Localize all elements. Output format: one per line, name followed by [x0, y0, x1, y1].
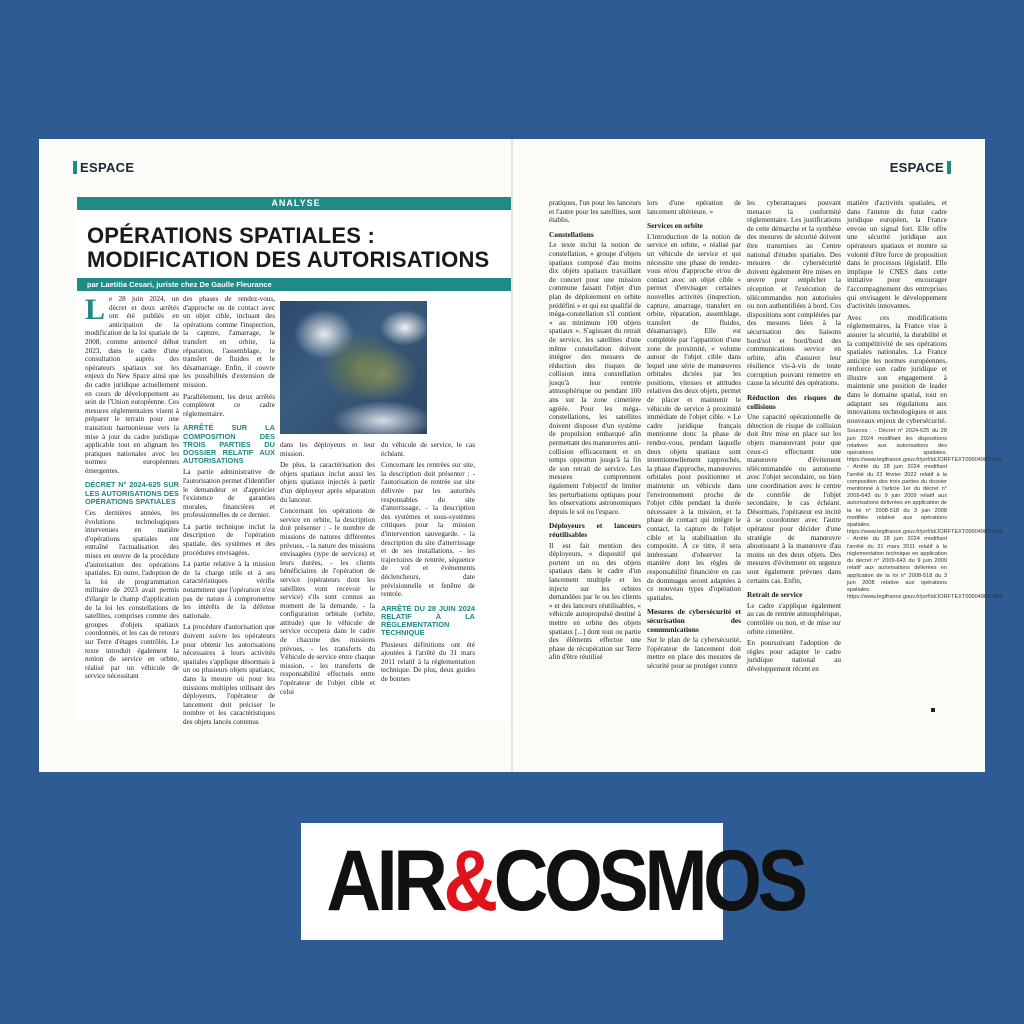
logo-ampersand: & — [443, 833, 494, 929]
subhead-deployeurs: Déployeurs et lanceurs réutilisables — [549, 521, 641, 539]
paragraph: Sur le plan de la cybersécurité, l'opérateur de lancement doit mettre en place des mesures de sécurité pour se protéger contre — [647, 636, 741, 670]
sources-note: Sources : - Décret n° 2024-625 du 28 juin 2024 modifiant les dispositions relatives aux autorisations des opérations spatiales. https://www.legifrance.gouv.fr/jorf/id/JORFTEXT000049831691 - Arrêté du 28 juin 2024 modifiant l'arrêté du 23 février 2022 relatif à la composition des trois parties du dossier mentionné à l'article 1er du décret n° 2009-643 du 9 juin 2009 relatif aux autorisations délivrées en application de la loi n° 2008-518 du 3 juin 2008 modifiée relative aux opérations spatiales. https://www.legifrance.gouv.fr/jorf/id/JORFTEXT000049831816 - Arrêté du 28 juin 2024 modifiant l'arrêté du 31 mars 2011 relatif à la réglementation technique en application du décret n° 2009-643 du 9 juin 2009 relatif aux autorisations délivrées en application de la loi n° 2008-518 du 3 juin 2008 relative aux opérations spatiales. https://www.legifrance.gouv.fr/jorf/id/JORFTEXT000049831852 — [847, 428, 1003, 601]
dropcap: L — [85, 293, 106, 326]
subhead-services-orbite: Services en orbite — [647, 221, 703, 231]
paragraph: La partie relative à la mission de la charge utile et à ses caractéristiques vérifie notamment que l'opération n'est pas de nature à compromettre les intérêts de la défense nationale. — [183, 560, 275, 620]
paragraph: De plus, la caractérisation des objets spatiaux inclut aussi les objets spatiaux injectés à partir d'un déployeur après séparation du lanceur. — [280, 461, 375, 504]
air-cosmos-logo — [301, 823, 804, 940]
rubric-left — [73, 160, 134, 175]
paragraph: La procédure d'autorisation que doivent suivre les opérateurs pour obtenir les autorisations nécessaires à leurs activités spatiales s'applique désormais à un ou plusieurs objets spatiaux, dans la mesure où pour les missions multiples utilisant des déployeurs, l'opérateur de lancement doit préciser le nombre et les caractéristiques des objets lancés contenus — [183, 623, 275, 726]
subhead-constellations: Constellations — [549, 229, 594, 239]
paragraph: La partie technique inclut la description de l'opération spatiale, des systèmes et des procédures envisagées. — [183, 522, 275, 557]
right-column-2 — [647, 199, 741, 719]
paragraph: Avec ces modifications réglementaires, la France vise à assurer la sécurité, la durabilité et la compétitivité de ses opérations spatiales nationales. La France anticipe les normes européennes, renforce son cadre juridique et illustre son engagement à maintenir une position de leader dans le domaine spatial, tout en adaptant ses régulations aux innovations technologiques et aux nouveaux enjeux de cybersécurité. — [847, 313, 947, 425]
column-4 — [381, 441, 475, 715]
paragraph: Plusieurs définitions ont été ajoutées à l'arrêté du 31 mars 2011 relatif à la réglementation technique. De plus, deux guides de bonnes — [381, 640, 475, 683]
logo-wordmark — [326, 823, 804, 940]
subhead-arrete-composition: ARRÊTÉ SUR LA COMPOSITION DES TROIS PARTIES DU DOSSIER RELATIF AUX AUTORISATIONS — [183, 423, 275, 466]
paragraph: Ces dernières années, les évolutions technologiques intervenues en matière d'opérations spatiales ont entraîné l'actualisation des mises en œuvre de la procédure d'autorisation des opérations spatiales. En outre, l'adoption de la loi de programmation militaire de 2023 avait permis d'élargir le champ d'application de la loi les constellations de satellites, comprises comme des groupes d'objets spatiaux coordonnés, et les cas de retours sur Terre d'étages contrôlés. Le texte introduit également la notion de service en orbite, réalisé par un véhicule de service nécessitant — [85, 509, 179, 681]
paragraph: les cyberattaques pouvant menacer la conformité réglementaire. Les justifications de cette démarche et la synthèse des mesures de sécurité doivent être transmises au Centre national d'études spatiales. Des mesures de cybersécurité doivent également être mises en œuvre pour empêcher la réception et l'exécution de télécommandes non autorisées ou non authentifiées à bord. Ces dispositions sont complétées par des mesures liées à la sécurisation des liaisons bord/sol et bord/bord des communications service en orbite, afin d'assurer leur résilience vis-à-vis de toute corruption pouvant remettre en cause la sécurité des opérations. — [747, 199, 841, 388]
headline-line-2: MODIFICATION DES AUTORISATIONS — [87, 247, 490, 272]
rubric-label: ESPACE — [80, 160, 135, 175]
paragraph: pratiques, l'un pour les lanceurs et l'autre pour les satellites, sont établis. — [549, 199, 641, 225]
magazine-spread — [39, 139, 1003, 772]
article-panel — [77, 197, 515, 726]
paragraph: des phases de rendez-vous, d'approche ou de contact avec un objet cible, incluant des opérations comme l'inspection, la capture, l'amarrage, le transfert en orbite, la réparation, l'assemblage, le transfert de fluides et le désamarrage. Enfin, il couvre les possibilités d'extension de mission. — [183, 295, 275, 389]
paragraph: matière d'activités spatiales, et dans l'attente du futur cadre juridique européen, la France envoie un signal fort. Elle offre une sécurité juridique aux opérateurs spatiaux et montre sa volonté d'être force de proposition dans le processus législatif. Elle implique le CNES dans cette initiative pour encourager l'accompagnement des entreprises qui envisagent le développement d'activités innovantes. — [847, 199, 947, 311]
logo-cosmos: COSMOS — [493, 833, 804, 929]
paragraph: Concernant les opérations de service en orbite, la description doit présenter : - le nombre de missions de natures différentes prévues, - la nature des missions envisagées (type de services) et leurs durées, - les clients bénéficiaires de l'opération de service (opérateurs dont les satellites vont recevoir le service) s'ils sont connus au moment de la demande, - la configuration orbitale (orbite, attitude) que le véhicule de service occupera dans le cadre de chacune des missions prévues, - les transferts du Véhicule de service entre chaque mission, - les transferts de responsabilité effectués entre l'opérateur de l'objet cible et celui — [280, 507, 375, 696]
paragraph: La partie administrative de l'autorisation permet d'identifier le demandeur et d'apprécier l'existence de garanties morales, financières et professionnelles de ce dernier. — [183, 468, 276, 520]
byline: par Laetitia Cesari, juriste chez De Gaulle Fleurance — [77, 278, 515, 291]
paragraph: En poursuivant l'adoption de règles pour adapter le cadre juridique national au développement récent en — [747, 639, 841, 673]
paragraph: L'introduction de la notion de service en orbite, « réalisé par un véhicule de service et qui nécessite une phase de rendez-vous et/ou d'approche et/ou de contact avec un objet cible » permet d'envisager certaines nouvelles activités (inspection, capture, amarrage, transfert en orbite, réparation, assemblage, transfert de fluides, désamarrage). Elle est complétée par l'apparition d'une zone de proximité, « volume autour de l'objet cible dans lequel une série de manœuvres orbitales dictées par les positions, vitesses et attitudes relatives des deux objets, permet de placer et maintenir le véhicule de service à proximité immédiate de l'objet cible. » Le cadre juridique français mentionne donc la phase de rendez-vous, pendant laquelle deux objets spatiaux sont intentionnellement rapprochés, la phase d'approche, manœuvres orbitales pour positionner et maintenir un véhicule dans l'environnement proche de l'objet cible pendant la durée nécessaire à la mission, et la phase de contact qui intègre le contact, la capture de l'objet cible et la stabilisation du composite. À ce titre, il sera intéressant d'observer la manière dont les règles de responsabilité financière en cas de dommages seront adaptées à ce nouveau types d'opération spatiales. — [647, 232, 742, 602]
article-columns — [85, 293, 509, 726]
column-3 — [280, 441, 375, 715]
subhead-retrait: Retrait de service — [747, 590, 803, 600]
rubric-label: ESPACE — [889, 160, 944, 175]
subhead-collisions: Réduction des risques de collisions — [747, 393, 841, 411]
subhead-arrete-technique: ARRÊTÉ DU 28 JUIN 2024 RELATIF À LA RÉGLEMENTATION TECHNIQUE — [381, 603, 475, 638]
paragraph: dans les déployeurs et leur mission. — [280, 441, 375, 458]
paragraph: Une capacité opérationnelle de détection de risque de collision doit être mise en place sur les objets manœuvrant pour que ceux-ci effectuent une manœuvre d'évitement télécommandée ou autonome avec l'objet secondaire, ou bien une coordination avec le centre de contrôle de l'objet secondaire, le cas échéant. Désormais, l'opérateur est incité à se coordonner avec l'autre opérateur pour décider d'une stratégie de manœuvre aboutissant à la manœuvre d'au moins un des deux objets. Des mesures d'évitement en urgence sont également prévues dans certains cas. Enfin, — [747, 413, 841, 585]
paragraph: du véhicule de service, le cas échéant. — [381, 441, 475, 458]
right-column-1 — [549, 199, 641, 719]
end-mark — [931, 708, 935, 712]
subhead-cybersecurite: Mesures de cybersécurité et sécurisation des communications — [647, 607, 741, 634]
right-column-4 — [847, 199, 1003, 719]
column-2 — [183, 295, 276, 726]
paragraph: lors d'une opération de lancement ultérieure. » — [647, 199, 741, 216]
headline — [87, 224, 515, 272]
column-1 — [85, 295, 179, 715]
intro-paragraph: e 28 juin 2024, un décret et deux arrêtés ont été publiés en anticipation de la modification de la loi spatiale de 2008, comme annoncé début 2023, dans le cadre d'une consultation auprès des opérateurs spatiaux sur les enjeux du New Space ainsi que du cadre juridique actuellement en cours de développement au sein de l'Union européenne. Ces mesures réglementaires visent à préparer le terrain pour une transition harmonieuse vers la mise à jour du cadre juridique applicable tout en alignant les pratiques nationales avec les normes européennes émergentes. — [85, 295, 180, 475]
paragraph: Le texte inclut la notion de constellation, « groupe d'objets spatiaux composé d'au moins dix objets spatiaux travaillant de concert pour une mission commune faisant l'objet d'un plan de déploiement en orbite prédéfini » et qui est qualifié de méga-constellation s'il contient « au minimum 100 objets spatiaux ». S'agissant du retrait de service, les satellites d'une même constellation doivent intégrer des mesures de réduction des risques de collision intra constellation jusqu'à leur rentrée atmosphérique ou pendant 100 ans sur la zone cimetière agréée. Pour les méga-constellations, les satellites doivent disposer d'un système de propulsion embarqué afin permettant des manœuvres anti-collision efficacement et en temps opportun jusqu'à la fin de son retrait de service. Les mesures comprennent également l'objectif de limiter les perturbations optiques pour les observations astronomiques depuis le sol ou l'espace. — [549, 241, 642, 516]
subhead-decret: DÉCRET N° 2024-625 SUR LES AUTORISATIONS DES OPÉRATIONS SPATIALES — [85, 480, 179, 506]
right-page — [513, 139, 1003, 772]
kicker-banner: ANALYSE — [77, 197, 515, 210]
satellite-photo-france — [280, 301, 427, 434]
right-column-3 — [747, 199, 841, 719]
rubric-right — [890, 160, 951, 175]
paragraph: Concernant les rentrées sur site, la description doit présenter : - l'autorisation de rentrée sur site délivrée par les autorités responsables du site d'atterrissage, - la description des systèmes et sous-systèmes critiques pour la mission d'intervention sauvegarde. - la description du site d'atterrissage et de ses installations, - les trajectoires de rentrée, séquence de vol et événements déclencheurs, date prévisionnelle et fenêtre de rentrée. — [381, 461, 475, 599]
paragraph: Le cadre s'applique également au cas de rentrée atmosphérique, contrôlée ou non, et de mise sur orbite cimetière. — [747, 601, 841, 636]
rubric-bar — [73, 161, 77, 174]
left-page — [39, 139, 511, 772]
rubric-bar — [947, 161, 951, 174]
paragraph: Parallèlement, les deux arrêtés complètent ce cadre réglementaire. — [183, 392, 275, 418]
headline-line-1: OPÉRATIONS SPATIALES : — [87, 223, 375, 248]
paragraph: Il est fait mention des déployeurs, « dispositif qui portent un ou des objets spatiaux dans le cadre d'un lancement multiple et les injecte sur les orbites demandées par le ou les clients » et des lanceurs réutilisables, « véhicule autopropulsé destiné à mettre en orbite des objets spatiaux [...] dont tout ou partie des éléments effectue une phase de récupération sur Terre afin d'être réutilisé — [549, 541, 641, 662]
logo-air: AIR — [326, 833, 444, 929]
